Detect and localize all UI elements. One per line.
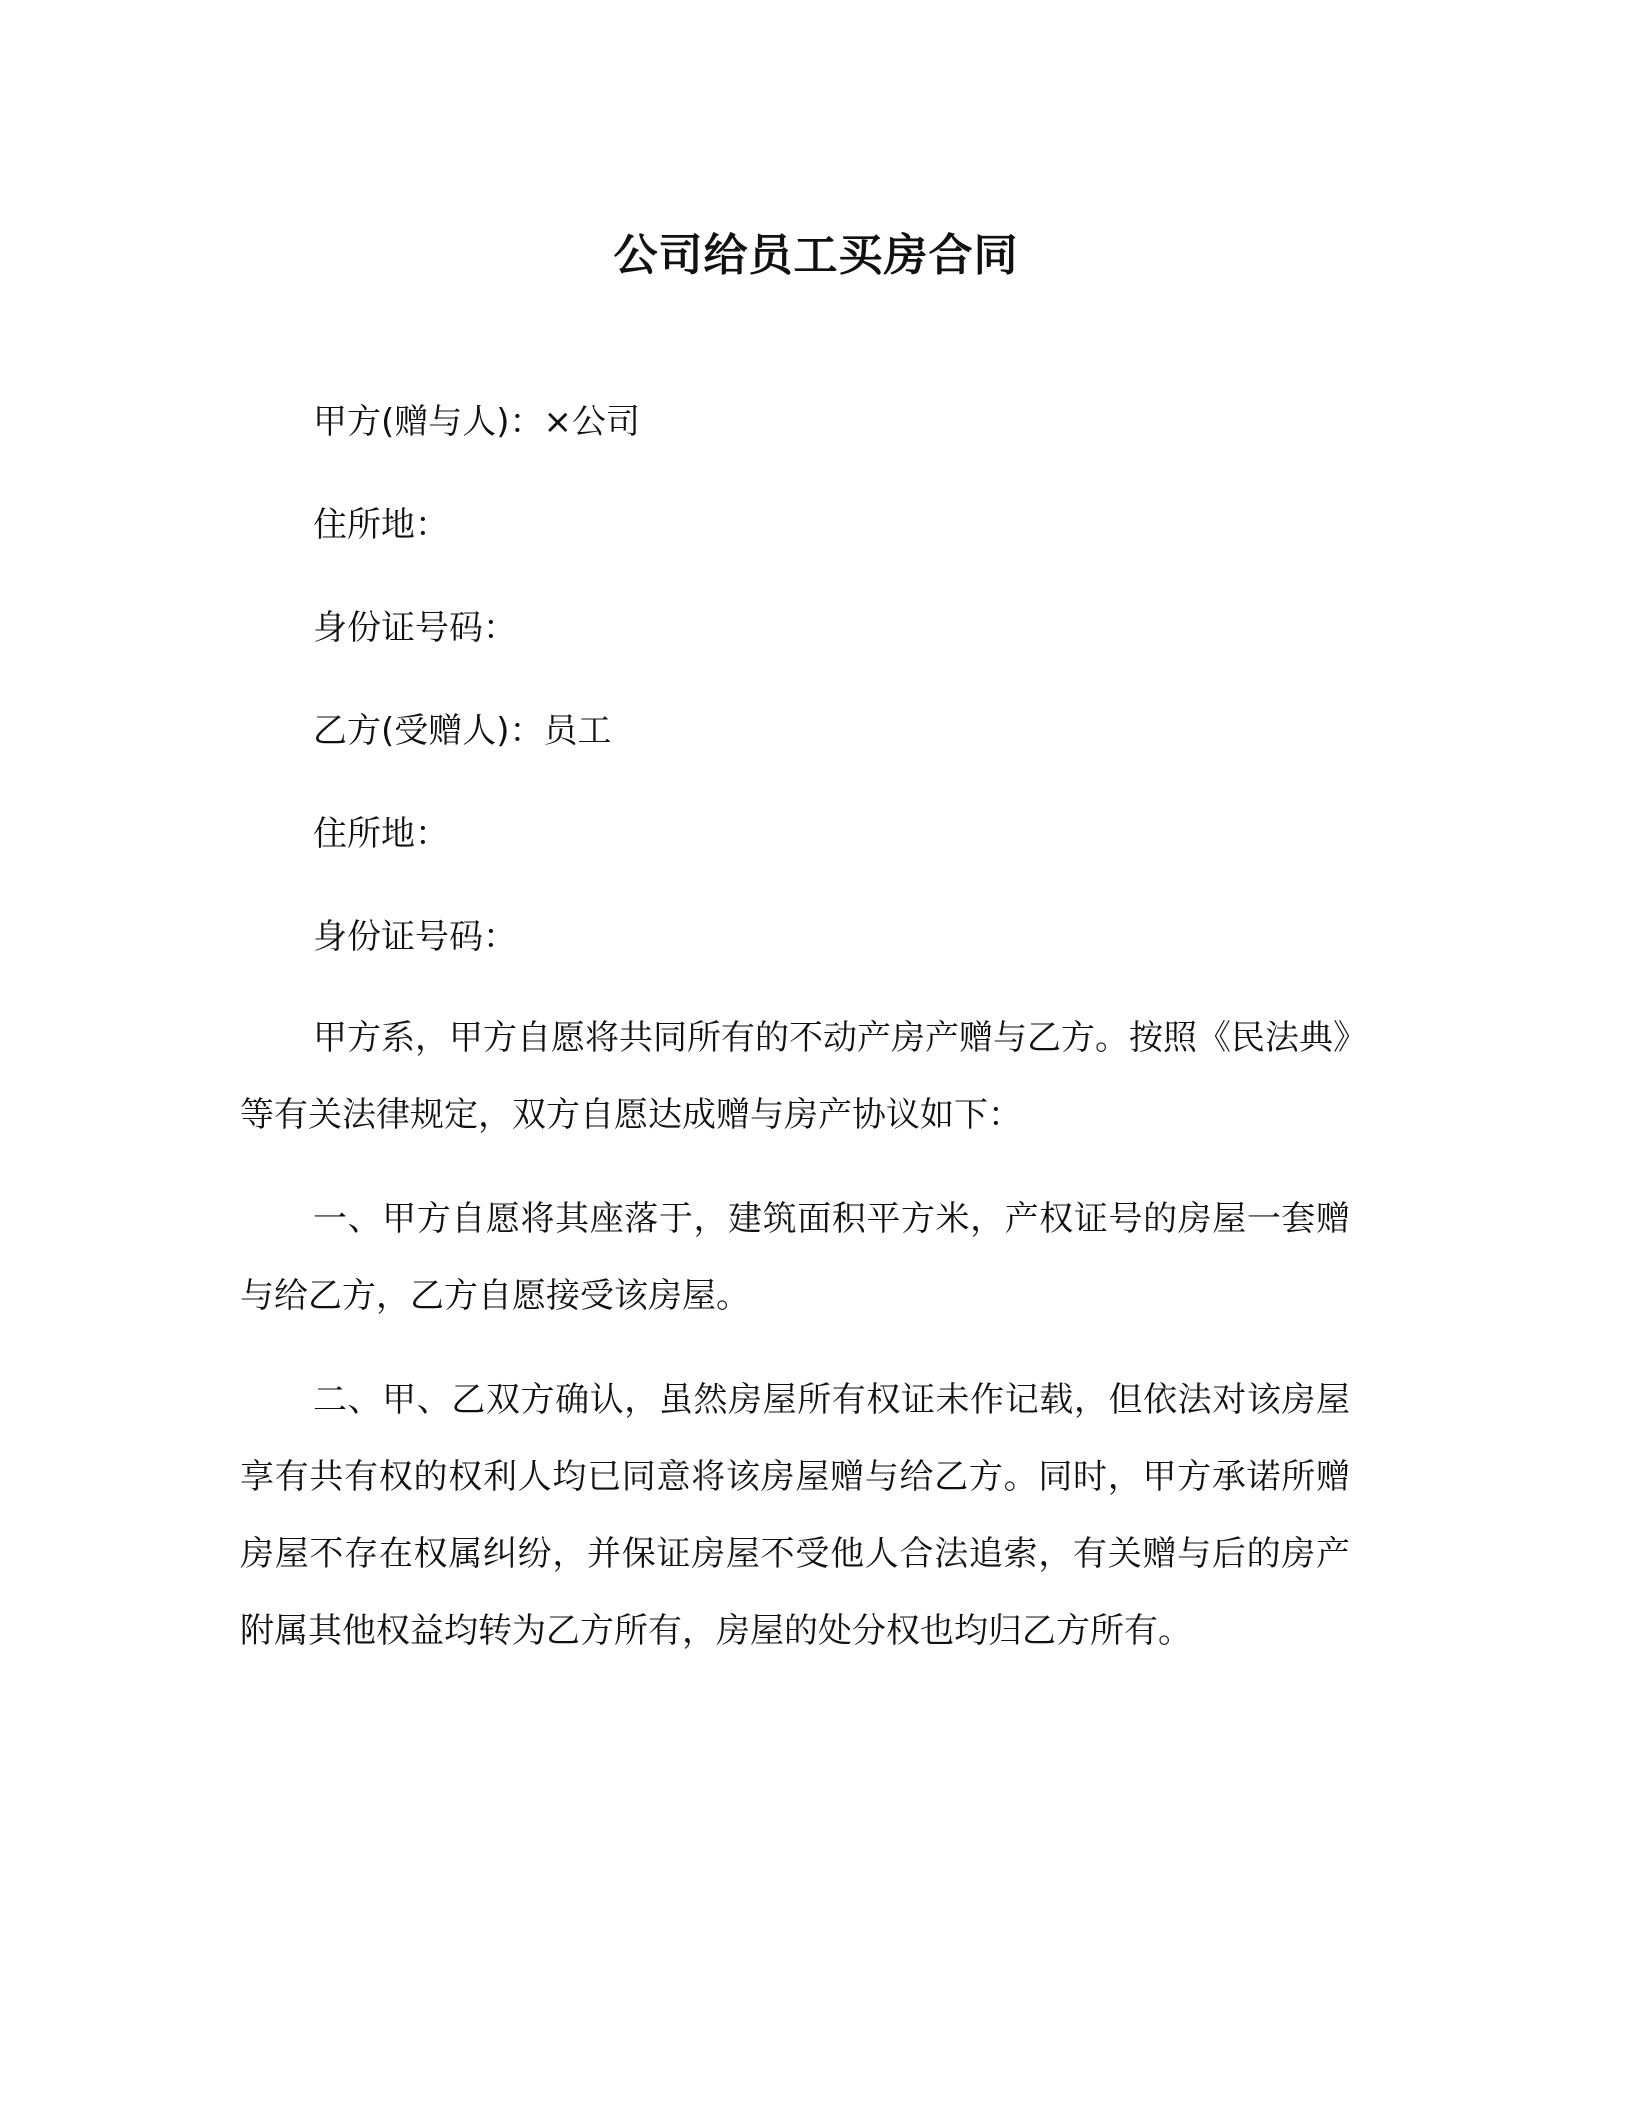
party-b-id-number: 身份证号码： bbox=[313, 917, 517, 957]
party-a-name: 甲方(赠与人)：×公司 bbox=[313, 402, 641, 442]
preamble-paragraph: 甲方系，甲方自愿将共同所有的不动产房产赠与乙方。按照《民法典》等有关法律规定，双方自愿达成赠与房产协议如下： bbox=[240, 1018, 1350, 1135]
clause-two-paragraph: 二、甲、乙双方确认，虽然房屋所有权证未作记载，但依法对该房屋享有共有权的权利人均已同意将该房屋赠与给乙方。同时，甲方承诺所赠房屋不存在权属纠纷，并保证房屋不受他人合法追索，有关赠与后的房产附属其他权益均转为乙方所有，房屋的处分权也均归乙方所有。 bbox=[240, 1380, 1350, 1651]
party-b-address: 住所地： bbox=[313, 814, 449, 854]
party-b-name: 乙方(受赠人)：员工 bbox=[313, 711, 612, 751]
party-a-address: 住所地： bbox=[313, 505, 449, 545]
clause-one-paragraph: 一、甲方自愿将其座落于，建筑面积平方米，产权证号的房屋一套赠与给乙方，乙方自愿接受该房屋。 bbox=[240, 1199, 1350, 1316]
party-a-id-number: 身份证号码： bbox=[313, 608, 517, 648]
document-title: 公司给员工买房合同 bbox=[613, 230, 1019, 281]
